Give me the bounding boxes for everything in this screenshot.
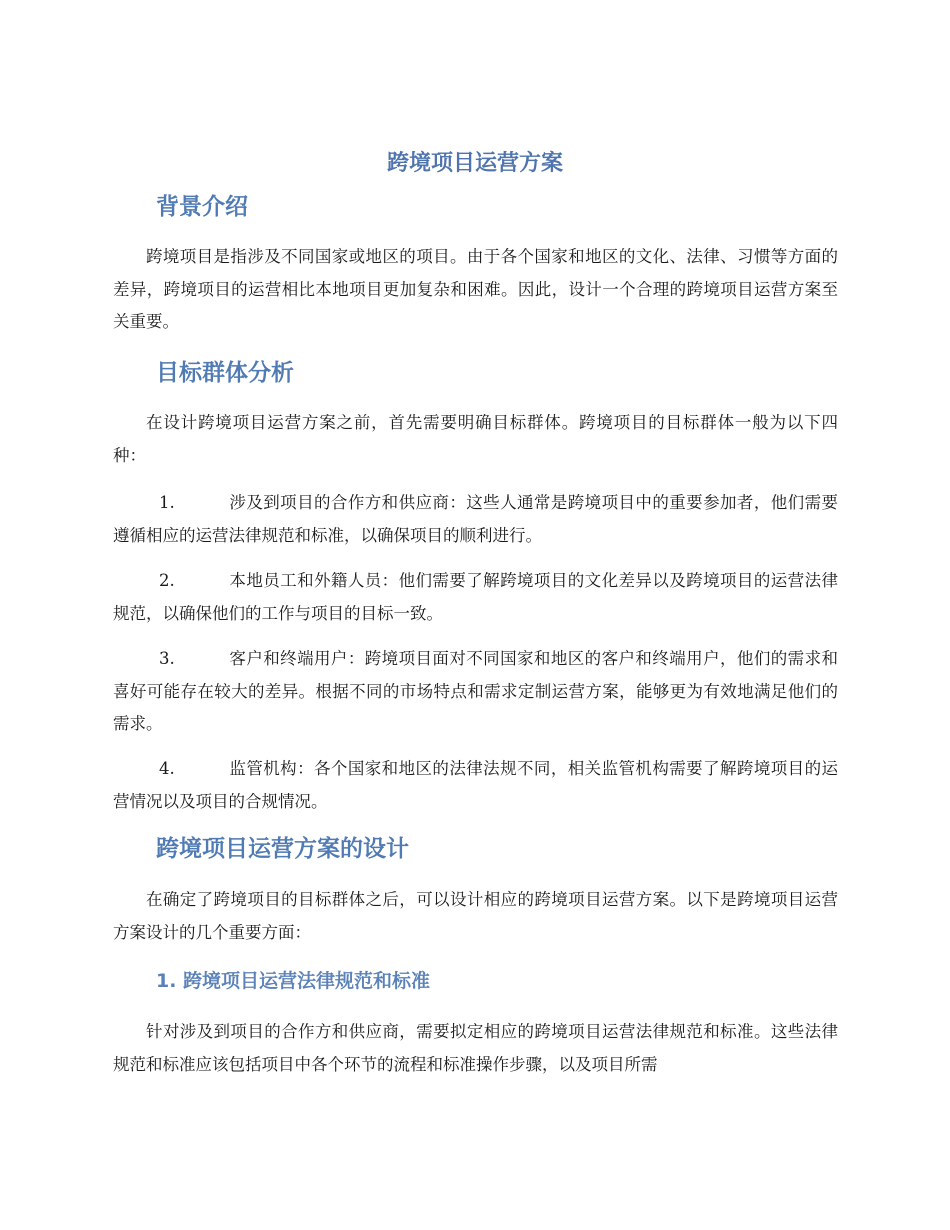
list-item-number: 1.	[159, 493, 175, 512]
list-item	[113, 487, 838, 552]
list-item-text: 涉及到项目的合作方和供应商：这些人通常是跨境项目中的重要参加者，他们需要遵循相应的运营法律规范和标准，以确保项目的顺利进行。	[113, 493, 838, 545]
list-item-number: 4.	[159, 759, 175, 778]
list-item	[113, 753, 838, 818]
heading-background: 背景介绍	[156, 194, 248, 220]
list-item	[113, 643, 838, 741]
heading-target-analysis: 目标群体分析	[156, 360, 294, 386]
subheading-legal-standards: 1. 跨境项目运营法律规范和标准	[156, 970, 431, 992]
list-item-number: 3.	[159, 649, 175, 668]
document-title: 跨境项目运营方案	[386, 151, 563, 176]
paragraph-target-intro: 在设计跨境项目运营方案之前，首先需要明确目标群体。跨境项目的目标群体一般为以下四种：	[113, 413, 838, 465]
list-item-text: 监管机构：各个国家和地区的法律法规不同，相关监管机构需要了解跨境项目的运营情况以及项目的合规情况。	[113, 759, 838, 811]
list-item	[113, 565, 838, 630]
list-item-text: 本地员工和外籍人员：他们需要了解跨境项目的文化差异以及跨境项目的运营法律规范，以确保他们的工作与项目的目标一致。	[113, 571, 838, 623]
paragraph-background: 跨境项目是指涉及不同国家或地区的项目。由于各个国家和地区的文化、法律、习惯等方面的差异，跨境项目的运营相比本地项目更加复杂和困难。因此，设计一个合理的跨境项目运营方案至关重要。	[113, 247, 838, 331]
list-item-text: 客户和终端用户：跨境项目面对不同国家和地区的客户和终端用户，他们的需求和喜好可能存在较大的差异。根据不同的市场特点和需求定制运营方案，能够更为有效地满足他们的需求。	[113, 649, 838, 733]
paragraph-legal-standards: 针对涉及到项目的合作方和供应商，需要拟定相应的跨境项目运营法律规范和标准。这些法律规范和标准应该包括项目中各个环节的流程和标准操作步骤，以及项目所需	[113, 1022, 838, 1074]
paragraph-design-intro: 在确定了跨境项目的目标群体之后，可以设计相应的跨境项目运营方案。以下是跨境项目运营方案设计的几个重要方面：	[113, 890, 838, 942]
list-item-number: 2.	[159, 571, 175, 590]
heading-design: 跨境项目运营方案的设计	[156, 836, 409, 862]
